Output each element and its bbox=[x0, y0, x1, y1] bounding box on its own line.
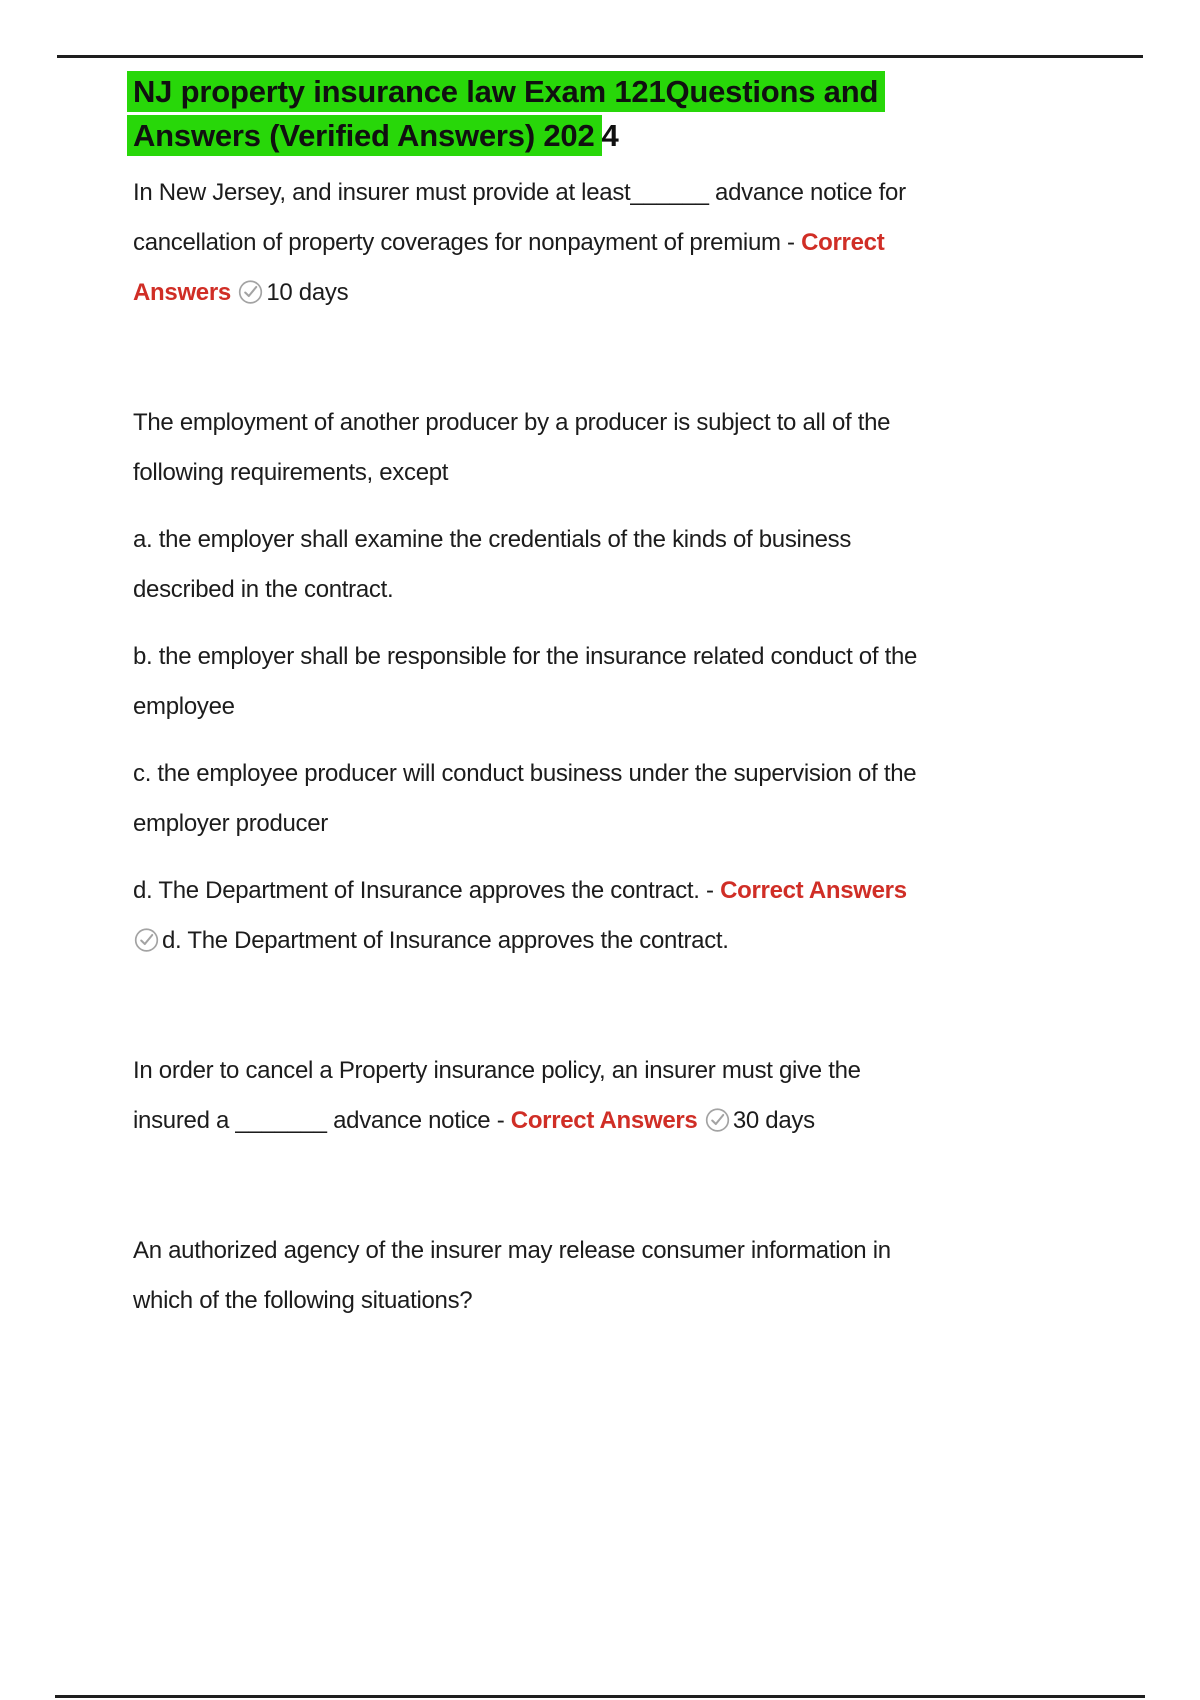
paragraph bbox=[133, 866, 1143, 966]
correct-answers-label: Correct Answers bbox=[720, 877, 907, 905]
text-segment: employee bbox=[133, 693, 235, 721]
document-content bbox=[133, 66, 1143, 1326]
document-body bbox=[133, 168, 1143, 1326]
verified-check-icon bbox=[237, 278, 264, 305]
text-segment: d. The Department of Insurance approves the contract. - bbox=[133, 877, 721, 905]
correct-answers-label: Correct bbox=[801, 229, 885, 257]
document-title bbox=[133, 66, 1143, 158]
text-segment: c. the employee producer will conduct business under the supervision of the bbox=[133, 760, 917, 788]
answer-text: 10 days bbox=[266, 279, 349, 307]
correct-answers-label: Answers bbox=[133, 279, 238, 307]
text-segment: described in the contract. bbox=[133, 576, 394, 604]
paragraph bbox=[133, 1226, 1143, 1326]
answer-text: 30 days bbox=[732, 1107, 815, 1135]
paragraph bbox=[133, 515, 1143, 615]
verified-check-icon bbox=[133, 926, 160, 953]
paragraph bbox=[133, 168, 1143, 318]
paragraph bbox=[133, 749, 1143, 849]
text-segment: b. the employer shall be responsible for the insurance related conduct of the bbox=[133, 643, 918, 671]
text-segment: following requirements, except bbox=[133, 459, 449, 487]
text-segment: employer producer bbox=[133, 810, 328, 838]
paragraph bbox=[133, 1046, 1143, 1146]
text-segment: The employment of another producer by a producer is subject to all of the bbox=[133, 409, 891, 437]
title-highlight-line2: Answers (Verified Answers) 202 bbox=[127, 115, 602, 156]
verified-check-icon bbox=[704, 1106, 731, 1133]
top-rule bbox=[57, 55, 1143, 58]
text-segment: which of the following situations? bbox=[133, 1287, 473, 1315]
correct-answers-label: Correct Answers bbox=[510, 1107, 704, 1135]
text-segment: cancellation of property coverages for nonpayment of premium - bbox=[133, 229, 802, 257]
text-segment: In order to cancel a Property insurance policy, an insurer must give the bbox=[133, 1057, 861, 1085]
text-segment: In New Jersey, and insurer must provide at least______ advance notice for bbox=[133, 179, 906, 207]
paragraph bbox=[133, 632, 1143, 732]
bottom-rule bbox=[55, 1695, 1145, 1698]
title-suffix: 4 bbox=[601, 118, 619, 154]
text-segment: insured a _______ advance notice - bbox=[133, 1107, 511, 1135]
answer-text: d. The Department of Insurance approves the contract. bbox=[162, 927, 729, 955]
text-segment: a. the employer shall examine the credentials of the kinds of business bbox=[133, 526, 852, 554]
title-highlight-line1: NJ property insurance law Exam 121Questions and bbox=[127, 71, 885, 112]
paragraph bbox=[133, 398, 1143, 498]
text-segment: An authorized agency of the insurer may release consumer information in bbox=[133, 1237, 891, 1265]
